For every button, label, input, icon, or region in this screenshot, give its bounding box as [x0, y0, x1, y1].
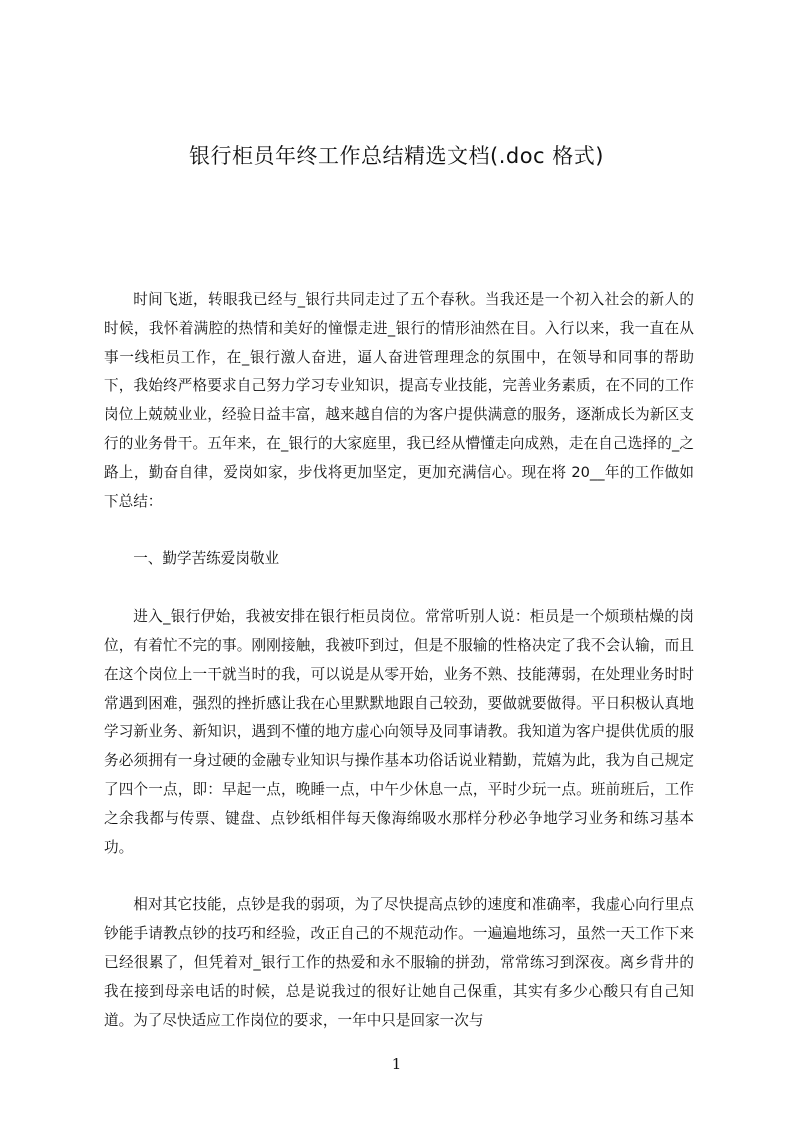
document-body [104, 286, 694, 1035]
body-paragraph: 相对其它技能，点钞是我的弱项，为了尽快提高点钞的速度和准确率，我虚心向行里点钞能手请教点钞的技巧和经验，改正自己的不规范动作。一遍遍地练习，虽然一天工作下来已经很累了，但凭着对_银行工作的热爱和永不服输的拼劲，常常练习到深夜。离乡背井的我在接到母亲电话的时候，总是说我过的很好让她自己保重，其实有多少心酸只有自己知道。为了尽快适应工作岗位的要求，一年中只是回家一次与 [104, 896, 694, 1029]
document-title: 银行柜员年终工作总结精选文档(.doc 格式) [189, 144, 604, 168]
page-number: 1 [391, 1055, 402, 1073]
intro-paragraph: 时间飞逝，转眼我已经与_银行共同走过了五个春秋。当我还是一个初入社会的新人的时候，我怀着满腔的热情和美好的憧憬走进_银行的情形油然在目。入行以来，我一直在从事一线柜员工作，在_银行激人奋进，逼人奋进管理理念的氛围中，在领导和同事的帮助下，我始终严格要求自己努力学习专业知识，提高专业技能，完善业务素质，在不同的工作岗位上兢兢业业，经验日益丰富，越来越自信的为客户提供满意的服务，逐渐成长为新区支行的业务骨干。五年来，在_银行的大家庭里，我已经从懵懂走向成熟，走在自己选择的_之路上，勤奋自律，爱岗如家，步伐将更加坚定，更加充满信心。现在将 20__年的工作做如下总结： [104, 291, 694, 510]
body-paragraph: 进入_银行伊始，我被安排在银行柜员岗位。常常听别人说：柜员是一个烦琐枯燥的岗位，有着忙不完的事。刚刚接触，我被吓到过，但是不服输的性格决定了我不会认输，而且在这个岗位上一干就当时的我，可以说是从零开始，业务不熟、技能薄弱，在处理业务时时常遇到困难，强烈的挫折感让我在心里默默地跟自己较劲，要做就要做得。平日积极认真地学习新业务、新知识，遇到不懂的地方虚心向领导及同事请教。我知道为客户提供优质的服务必须拥有一身过硬的金融专业知识与操作基本功俗话说业精勤，荒嬉为此，我为自己规定了四个一点，即：早起一点，晚睡一点，中午少休息一点，平时少玩一点。班前班后，工作之余我都与传票、键盘、点钞纸相伴每天像海绵吸水那样分秒必争地学习业务和练习基本功。 [104, 608, 694, 856]
section-heading: 一、勤学苦练爱岗敬业 [133, 550, 280, 568]
